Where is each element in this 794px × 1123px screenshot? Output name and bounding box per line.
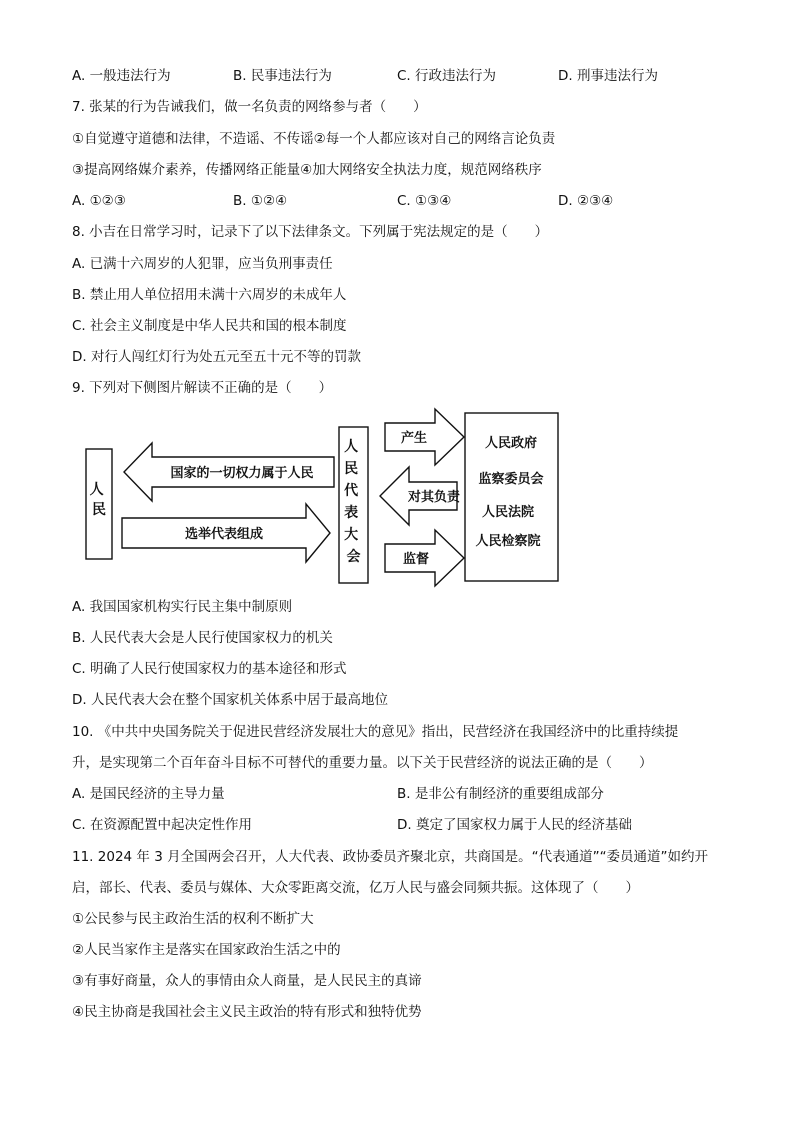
organ-court: 人民法院 xyxy=(481,505,535,520)
q10-stem-line-2: 升，是实现第二个百年奋斗目标不可替代的重要力量。以下关于民营经济的说法正确的是（ ） xyxy=(72,755,653,771)
state-organs-diagram xyxy=(84,405,564,590)
organ-government: 人民政府 xyxy=(484,436,538,451)
q11-item-3: ③有事好商量，众人的事情由众人商量，是人民民主的真谛 xyxy=(72,973,422,989)
q8-stem: 8. 小吉在日常学习时，记录下了以下法律条文。下列属于宪法规定的是（ ） xyxy=(72,224,549,240)
q11-item-4: ④民主协商是我国社会主义民主政治的特有形式和独特优势 xyxy=(72,1004,422,1020)
q6-option-b: B. 民事违法行为 xyxy=(233,68,332,84)
q10-option-d: D. 奠定了国家权力属于人民的经济基础 xyxy=(397,817,632,833)
arrow-produce-label: 产生 xyxy=(400,431,428,446)
q8-option-a: A. 已满十六周岁的人犯罪，应当负刑事责任 xyxy=(72,256,333,272)
q9-option-c: C. 明确了人民行使国家权力的基本途径和形式 xyxy=(72,661,347,677)
q11-item-1: ①公民参与民主政治生活的权利不断扩大 xyxy=(72,911,314,927)
organ-supervisory-commission: 监察委员会 xyxy=(478,472,544,487)
q10-option-b: B. 是非公有制经济的重要组成部分 xyxy=(397,786,604,802)
q7-option-b: B. ①②④ xyxy=(233,193,288,209)
arrow-power-belongs-people-label: 国家的一切权力属于人民 xyxy=(170,466,314,481)
npc-char-2: 民 xyxy=(344,461,359,477)
q9-option-a: A. 我国国家机构实行民主集中制原则 xyxy=(72,599,293,615)
q7-option-c: C. ①③④ xyxy=(397,193,452,209)
npc-char-5: 大 xyxy=(344,527,359,543)
q10-option-a: A. 是国民经济的主导力量 xyxy=(72,786,225,802)
q7-stem: 7. 张某的行为告诫我们，做一名负责的网络参与者（ ） xyxy=(72,99,427,115)
npc-char-3: 代 xyxy=(344,483,359,499)
organ-procuratorate: 人民检察院 xyxy=(475,534,541,549)
q10-stem-line-1: 10. 《中共中央国务院关于促进民营经济发展壮大的意见》指出，民营经济在我国经济中的比重持续提 xyxy=(72,724,679,740)
q8-option-b: B. 禁止用人单位招用未满十六周岁的未成年人 xyxy=(72,287,347,303)
q7-item-line-1: ①自觉遵守道德和法律，不造谣、不传谣②每一个人都应该对自己的网络言论负责 xyxy=(72,131,556,147)
q11-stem-line-1: 11. 2024 年 3 月全国两会召开，人大代表、政协委员齐聚北京，共商国是。“代表通道”“委员通道”如约开 xyxy=(72,849,709,865)
q9-stem: 9. 下列对下侧图片解读不正确的是（ ） xyxy=(72,380,333,396)
q6-option-c: C. 行政违法行为 xyxy=(397,68,497,84)
q9-option-b: B. 人民代表大会是人民行使国家权力的机关 xyxy=(72,630,333,646)
q8-option-c: C. 社会主义制度是中华人民共和国的根本制度 xyxy=(72,318,347,334)
arrow-elect-deputies-label: 选举代表组成 xyxy=(184,527,264,542)
npc-char-4: 表 xyxy=(344,505,359,521)
q7-option-a: A. ①②③ xyxy=(72,193,126,209)
q8-option-d: D. 对行人闯红灯行为处五元至五十元不等的罚款 xyxy=(72,349,361,365)
people-char-2: 民 xyxy=(92,502,106,518)
q9-option-d: D. 人民代表大会在整个国家机关体系中居于最高地位 xyxy=(72,692,388,708)
npc-char-1: 人 xyxy=(344,439,359,455)
q10-option-c: C. 在资源配置中起决定性作用 xyxy=(72,817,253,833)
arrow-supervise-label: 监督 xyxy=(402,552,430,567)
q11-item-2: ②人民当家作主是落实在国家政治生活之中的 xyxy=(72,942,341,958)
q7-item-line-2: ③提高网络媒介素养，传播网络正能量④加大网络安全执法力度，规范网络秩序 xyxy=(72,162,542,178)
npc-char-6: 会 xyxy=(346,549,361,565)
q7-option-d: D. ②③④ xyxy=(558,193,614,209)
q11-stem-line-2: 启，部长、代表、委员与媒体、大众零距离交流，亿万人民与盛会同频共振。这体现了（ ） xyxy=(72,880,639,896)
q6-option-a: A. 一般违法行为 xyxy=(72,68,171,84)
q6-option-d: D. 刑事违法行为 xyxy=(558,68,658,84)
arrow-responsible-label: 对其负责 xyxy=(407,490,461,505)
people-char-1: 人 xyxy=(89,482,104,498)
